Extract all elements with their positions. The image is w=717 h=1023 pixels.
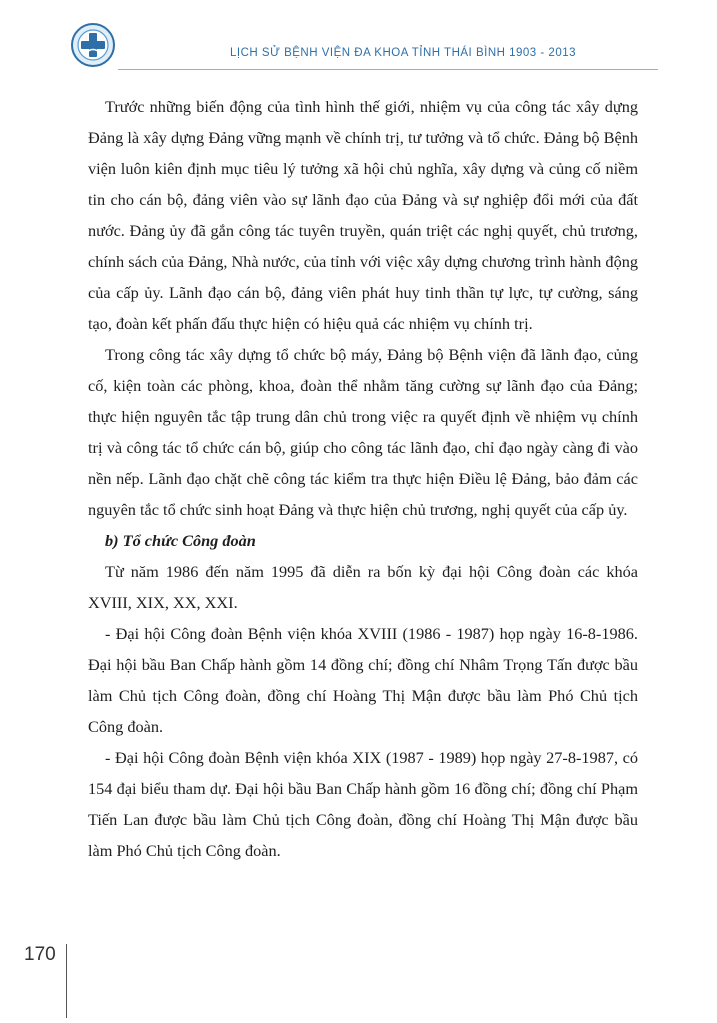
paragraph: Từ năm 1986 đến năm 1995 đã diễn ra bốn kỳ đại hội Công đoàn các khóa XVIII, XIX, XX, XXI. <box>88 562 638 612</box>
running-header-title: LỊCH SỬ BỆNH VIỆN ĐA KHOA TỈNH THÁI BÌNH 1903 - 2013 <box>230 47 577 59</box>
paragraph: Trong công tác xây dựng tổ chức bộ máy, Đảng bộ Bệnh viện đã lãnh đạo, củng cố, kiện toàn các phòng, khoa, đoàn thể nhằm tăng cường sự lãnh đạo của Đảng; thực hiện nguyên tắc tập trung dân chủ trong việc ra quyết định về nhiệm vụ chính trị và công tác tổ chức cán bộ, giúp cho công tác lãnh đạo, chỉ đạo ngày càng đi vào nền nếp. Lãnh đạo chặt chẽ công tác kiểm tra thực hiện Điều lệ Đảng, bảo đảm các nguyên tắc tổ chức sinh hoạt Đảng và thực hiện chủ trương, nghị quyết của cấp ủy. <box>88 345 638 519</box>
paragraph: - Đại hội Công đoàn Bệnh viện khóa XIX (1987 - 1989) họp ngày 27-8-1987, có 154 đại biểu tham dự. Đại hội bầu Ban Chấp hành gồm 16 đồng chí; đồng chí Phạm Tiến Lan được bầu làm Chủ tịch Công đoàn, đồng chí Hoàng Thị Mận được bầu làm Phó Chủ tịch Công đoàn. <box>88 748 638 860</box>
section-subheading: b) Tổ chức Công đoàn <box>105 531 256 550</box>
paragraph: - Đại hội Công đoàn Bệnh viện khóa XVIII (1986 - 1987) họp ngày 16-8-1986. Đại hội bầu Ban Chấp hành gồm 14 đồng chí; đồng chí Nhâm Trọng Tấn được bầu làm Chủ tịch Công đoàn, đồng chí Hoàng Thị Mận được bầu làm Phó Chủ tịch Công đoàn. <box>88 624 638 736</box>
page-number-divider <box>66 944 67 1018</box>
hospital-logo-icon <box>70 22 116 68</box>
page-number: 170 <box>24 944 56 965</box>
main-text <box>88 91 638 866</box>
header-divider <box>118 69 658 70</box>
paragraph: Trước những biến động của tình hình thế giới, nhiệm vụ của công tác xây dựng Đảng là xây dựng Đảng vững mạnh về chính trị, tư tưởng và tổ chức. Đảng bộ Bệnh viện luôn kiên định mục tiêu lý tưởng xã hội chủ nghĩa, xây dựng và củng cố niềm tin cho cán bộ, đảng viên vào sự lãnh đạo của Đảng và sự nghiệp đổi mới của đất nước. Đảng ủy đã gắn công tác tuyên truyền, quán triệt các nghị quyết, chủ trương, chính sách của Đảng, Nhà nước, của tỉnh với việc xây dựng chương trình hành động của cấp ủy. Lãnh đạo cán bộ, đảng viên phát huy tinh thần tự lực, tự cường, sáng tạo, đoàn kết phấn đấu thực hiện có hiệu quả các nhiệm vụ chính trị. <box>88 97 638 333</box>
